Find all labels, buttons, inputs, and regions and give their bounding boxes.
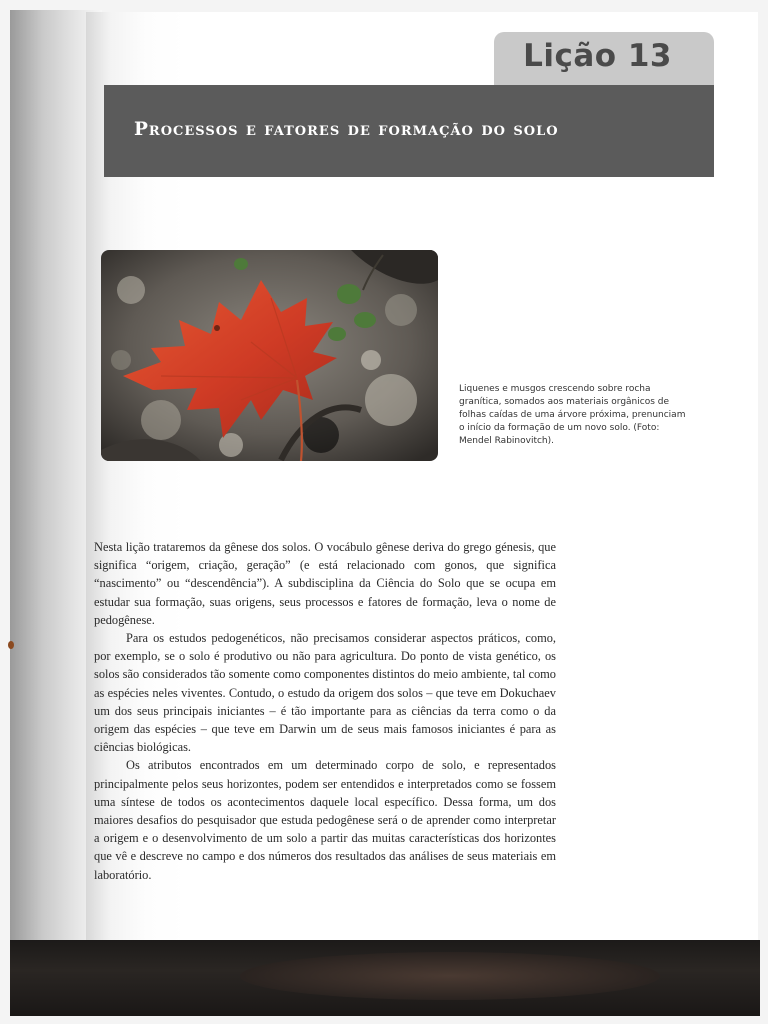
hand-shadow: [240, 952, 660, 1000]
body-text: [94, 538, 556, 884]
paragraph-1: Nesta lição trataremos da gênese dos solos. O vocábulo gênese deriva do grego génesis, que significa “origem, criação, geração” (e está relacionado com gonos, que significa “nascimento” ou “descendência”). A subdisciplina da Ciência do Solo que se ocupa em estudar sua formação, suas origens, seus processos e fatores de formação, leva o nome de pedogênese.: [94, 540, 556, 627]
leaf-on-rock-image: [101, 250, 438, 461]
paragraph-3: Os atributos encontrados em um determinado corpo de solo, e representados principalmente pelos seus horizontes, podem ser entendidos e interpretados como se fossem uma síntese de todos os acontecimentos daquele local específico. Dessa forma, um dos maiores desafios do pesquisador que estuda pedogênese será o de aprender como interpretar a origem e o desenvolvimento de um solo a partir das muitas características dos horizontes que vê e descreve no campo e dos números dos resultados das análises de seus materiais em laboratório.: [94, 758, 556, 882]
figure-photo: [101, 250, 438, 461]
lesson-number: Lição 13: [523, 38, 672, 74]
title-banner: [104, 85, 714, 177]
binding-mark: [8, 641, 14, 649]
figure-caption: Liquenes e musgos crescendo sobre rocha granítica, somados aos materiais orgânicos de folhas caídas de uma árvore próxima, prenunciam o início da formação de um novo solo. (Foto: Mendel Rabinovitch).: [459, 384, 686, 446]
paragraph-2: Para os estudos pedogenéticos, não precisamos considerar aspectos práticos, como, por exemplo, se o solo é produtivo ou não para agricultura. Do ponto de vista genético, os solos são considerados tão somente como componentes distintos do meio ambiente, tal como as espécies neles viventes. Contudo, o estudo da origem dos solos – que teve em Dokuchaev um dos seus principais iniciantes – é tão importante para as ciências da terra como o da origem das espécies – que teve em Darwin um de seus mais famosos iniciantes é para as ciências biológicas.: [94, 631, 556, 755]
page-title: Processos e fatores de formação do solo: [134, 119, 559, 140]
lesson-tab: [494, 32, 714, 88]
